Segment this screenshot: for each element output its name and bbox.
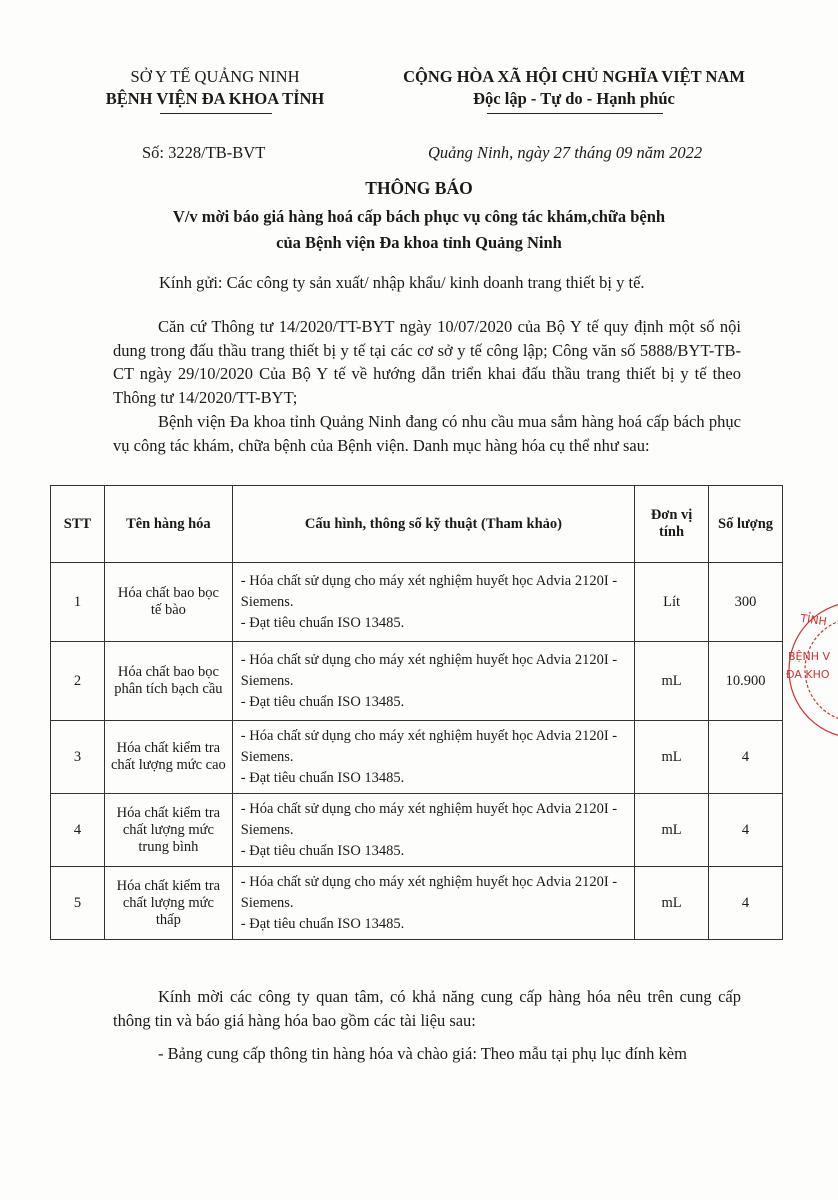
row-quantity: 300 — [709, 563, 783, 642]
motto-underline — [487, 113, 663, 114]
row-stt: 4 — [51, 794, 105, 867]
row-specification — [232, 563, 634, 642]
seal-text-middle: BỆNH V — [788, 650, 831, 663]
row-item-name: Hóa chất kiểm tra chất lượng mức thấp — [104, 867, 232, 940]
table-header-row — [51, 486, 783, 563]
table-row — [51, 867, 783, 940]
recipient-line: Kính gửi: Các công ty sản xuất/ nhập khẩu/ kinh doanh trang thiết bị y tế. — [159, 273, 645, 292]
row-quantity: 4 — [709, 721, 783, 794]
row-quantity: 4 — [709, 867, 783, 940]
invitation-paragraph: Kính mời các công ty quan tâm, có khả năng cung cấp hàng hóa nêu trên cung cấp thông tin và báo giá hàng hóa bao gồm các tài liệu sau: — [113, 987, 741, 1030]
document-date: Quảng Ninh, ngày 27 tháng 09 năm 2022 — [428, 143, 703, 162]
issuer-block — [70, 66, 360, 110]
spec-standard: - Đạt tiêu chuẩn ISO 13485. — [240, 614, 405, 631]
spec-machine: - Hóa chất sử dụng cho máy xét nghiệm huyết học Advia 2120I - Siemens. — [240, 800, 618, 838]
spec-machine: - Hóa chất sử dụng cho máy xét nghiệm huyết học Advia 2120I - Siemens. — [240, 572, 618, 610]
row-unit: mL — [635, 794, 709, 867]
row-specification — [232, 794, 634, 867]
row-specification — [232, 867, 634, 940]
document-subject-line2: của Bệnh viện Đa khoa tỉnh Quảng Ninh — [276, 233, 562, 252]
row-unit: mL — [635, 867, 709, 940]
seal-text-bottom: ĐA KHO — [786, 668, 830, 681]
table-row — [51, 642, 783, 721]
spec-standard: - Đạt tiêu chuẩn ISO 13485. — [240, 842, 405, 859]
country-name: CỘNG HÒA XÃ HỘI CHỦ NGHĨA VIỆT NAM — [403, 67, 745, 86]
header-quantity: Số lượng — [709, 486, 783, 563]
document-subject-line1: V/v mời báo giá hàng hoá cấp bách phục vụ công tác khám,chữa bệnh — [172, 207, 666, 226]
row-item-name: Hóa chất kiểm tra chất lượng mức cao — [104, 721, 232, 794]
motto: Độc lập - Tự do - Hạnh phúc — [473, 89, 675, 108]
issuer-department: SỞ Y TẾ QUẢNG NINH — [130, 67, 300, 86]
row-specification — [232, 721, 634, 794]
row-stt: 3 — [51, 721, 105, 794]
header-item-name: Tên hàng hóa — [104, 486, 232, 563]
seal-text-top: TỈNH — [799, 611, 828, 629]
spec-machine: - Hóa chất sử dụng cho máy xét nghiệm huyết học Advia 2120I - Siemens. — [240, 727, 618, 765]
table-row — [51, 721, 783, 794]
row-unit: Lít — [635, 563, 709, 642]
row-item-name: Hóa chất kiểm tra chất lượng mức trung bình — [104, 794, 232, 867]
issuer-hospital: BỆNH VIỆN ĐA KHOA TỈNH — [105, 89, 325, 108]
row-stt: 1 — [51, 563, 105, 642]
national-motto-block — [376, 66, 772, 110]
spec-machine: - Hóa chất sử dụng cho máy xét nghiệm huyết học Advia 2120I - Siemens. — [240, 651, 618, 689]
hospital-seal — [762, 600, 838, 740]
spec-standard: - Đạt tiêu chuẩn ISO 13485. — [240, 693, 405, 710]
row-quantity: 10.900 — [709, 642, 783, 721]
spec-standard: - Đạt tiêu chuẩn ISO 13485. — [240, 769, 405, 786]
table-row — [51, 563, 783, 642]
row-stt: 5 — [51, 867, 105, 940]
spec-standard: - Đạt tiêu chuẩn ISO 13485. — [240, 915, 405, 932]
row-specification — [232, 642, 634, 721]
document-title: THÔNG BÁO — [365, 178, 473, 198]
document-number: Số: 3228/TB-BVT — [142, 143, 266, 162]
row-quantity: 4 — [709, 794, 783, 867]
spec-machine: - Hóa chất sử dụng cho máy xét nghiệm huyết học Advia 2120I - Siemens. — [240, 873, 618, 911]
request-paragraph: Bệnh viện Đa khoa tỉnh Quảng Ninh đang có nhu cầu mua sắm hàng hoá cấp bách phục vụ công tác khám, chữa bệnh của Bệnh viện. Danh mục hàng hóa cụ thể như sau: — [113, 412, 741, 455]
row-item-name: Hóa chất bao bọc phân tích bạch cầu — [104, 642, 232, 721]
header-unit: Đơn vị tính — [635, 486, 709, 563]
row-item-name: Hóa chất bao bọc tế bào — [104, 563, 232, 642]
row-stt: 2 — [51, 642, 105, 721]
requirement-item: - Bảng cung cấp thông tin hàng hóa và chào giá: Theo mẫu tại phụ lục đính kèm — [158, 1044, 687, 1063]
header-specification: Cấu hình, thông số kỹ thuật (Tham khảo) — [232, 486, 634, 563]
legal-basis-paragraph: Căn cứ Thông tư 14/2020/TT-BYT ngày 10/07/2020 của Bộ Y tế quy định một số nội dung trong đấu thầu trang thiết bị y tế tại các cơ sở y tế công lập; Công văn số 5888/BYT-TB-CT ngày 29/10/2020 Của Bộ Y tế về hướng dẫn triển khai đấu thầu trang thiết bị y tế theo Thông tư 14/2020/TT-BYT; — [113, 317, 741, 407]
header-stt: STT — [51, 486, 105, 563]
table-row — [51, 794, 783, 867]
issuer-underline — [160, 113, 272, 114]
items-table — [50, 485, 783, 940]
row-unit: mL — [635, 642, 709, 721]
row-unit: mL — [635, 721, 709, 794]
